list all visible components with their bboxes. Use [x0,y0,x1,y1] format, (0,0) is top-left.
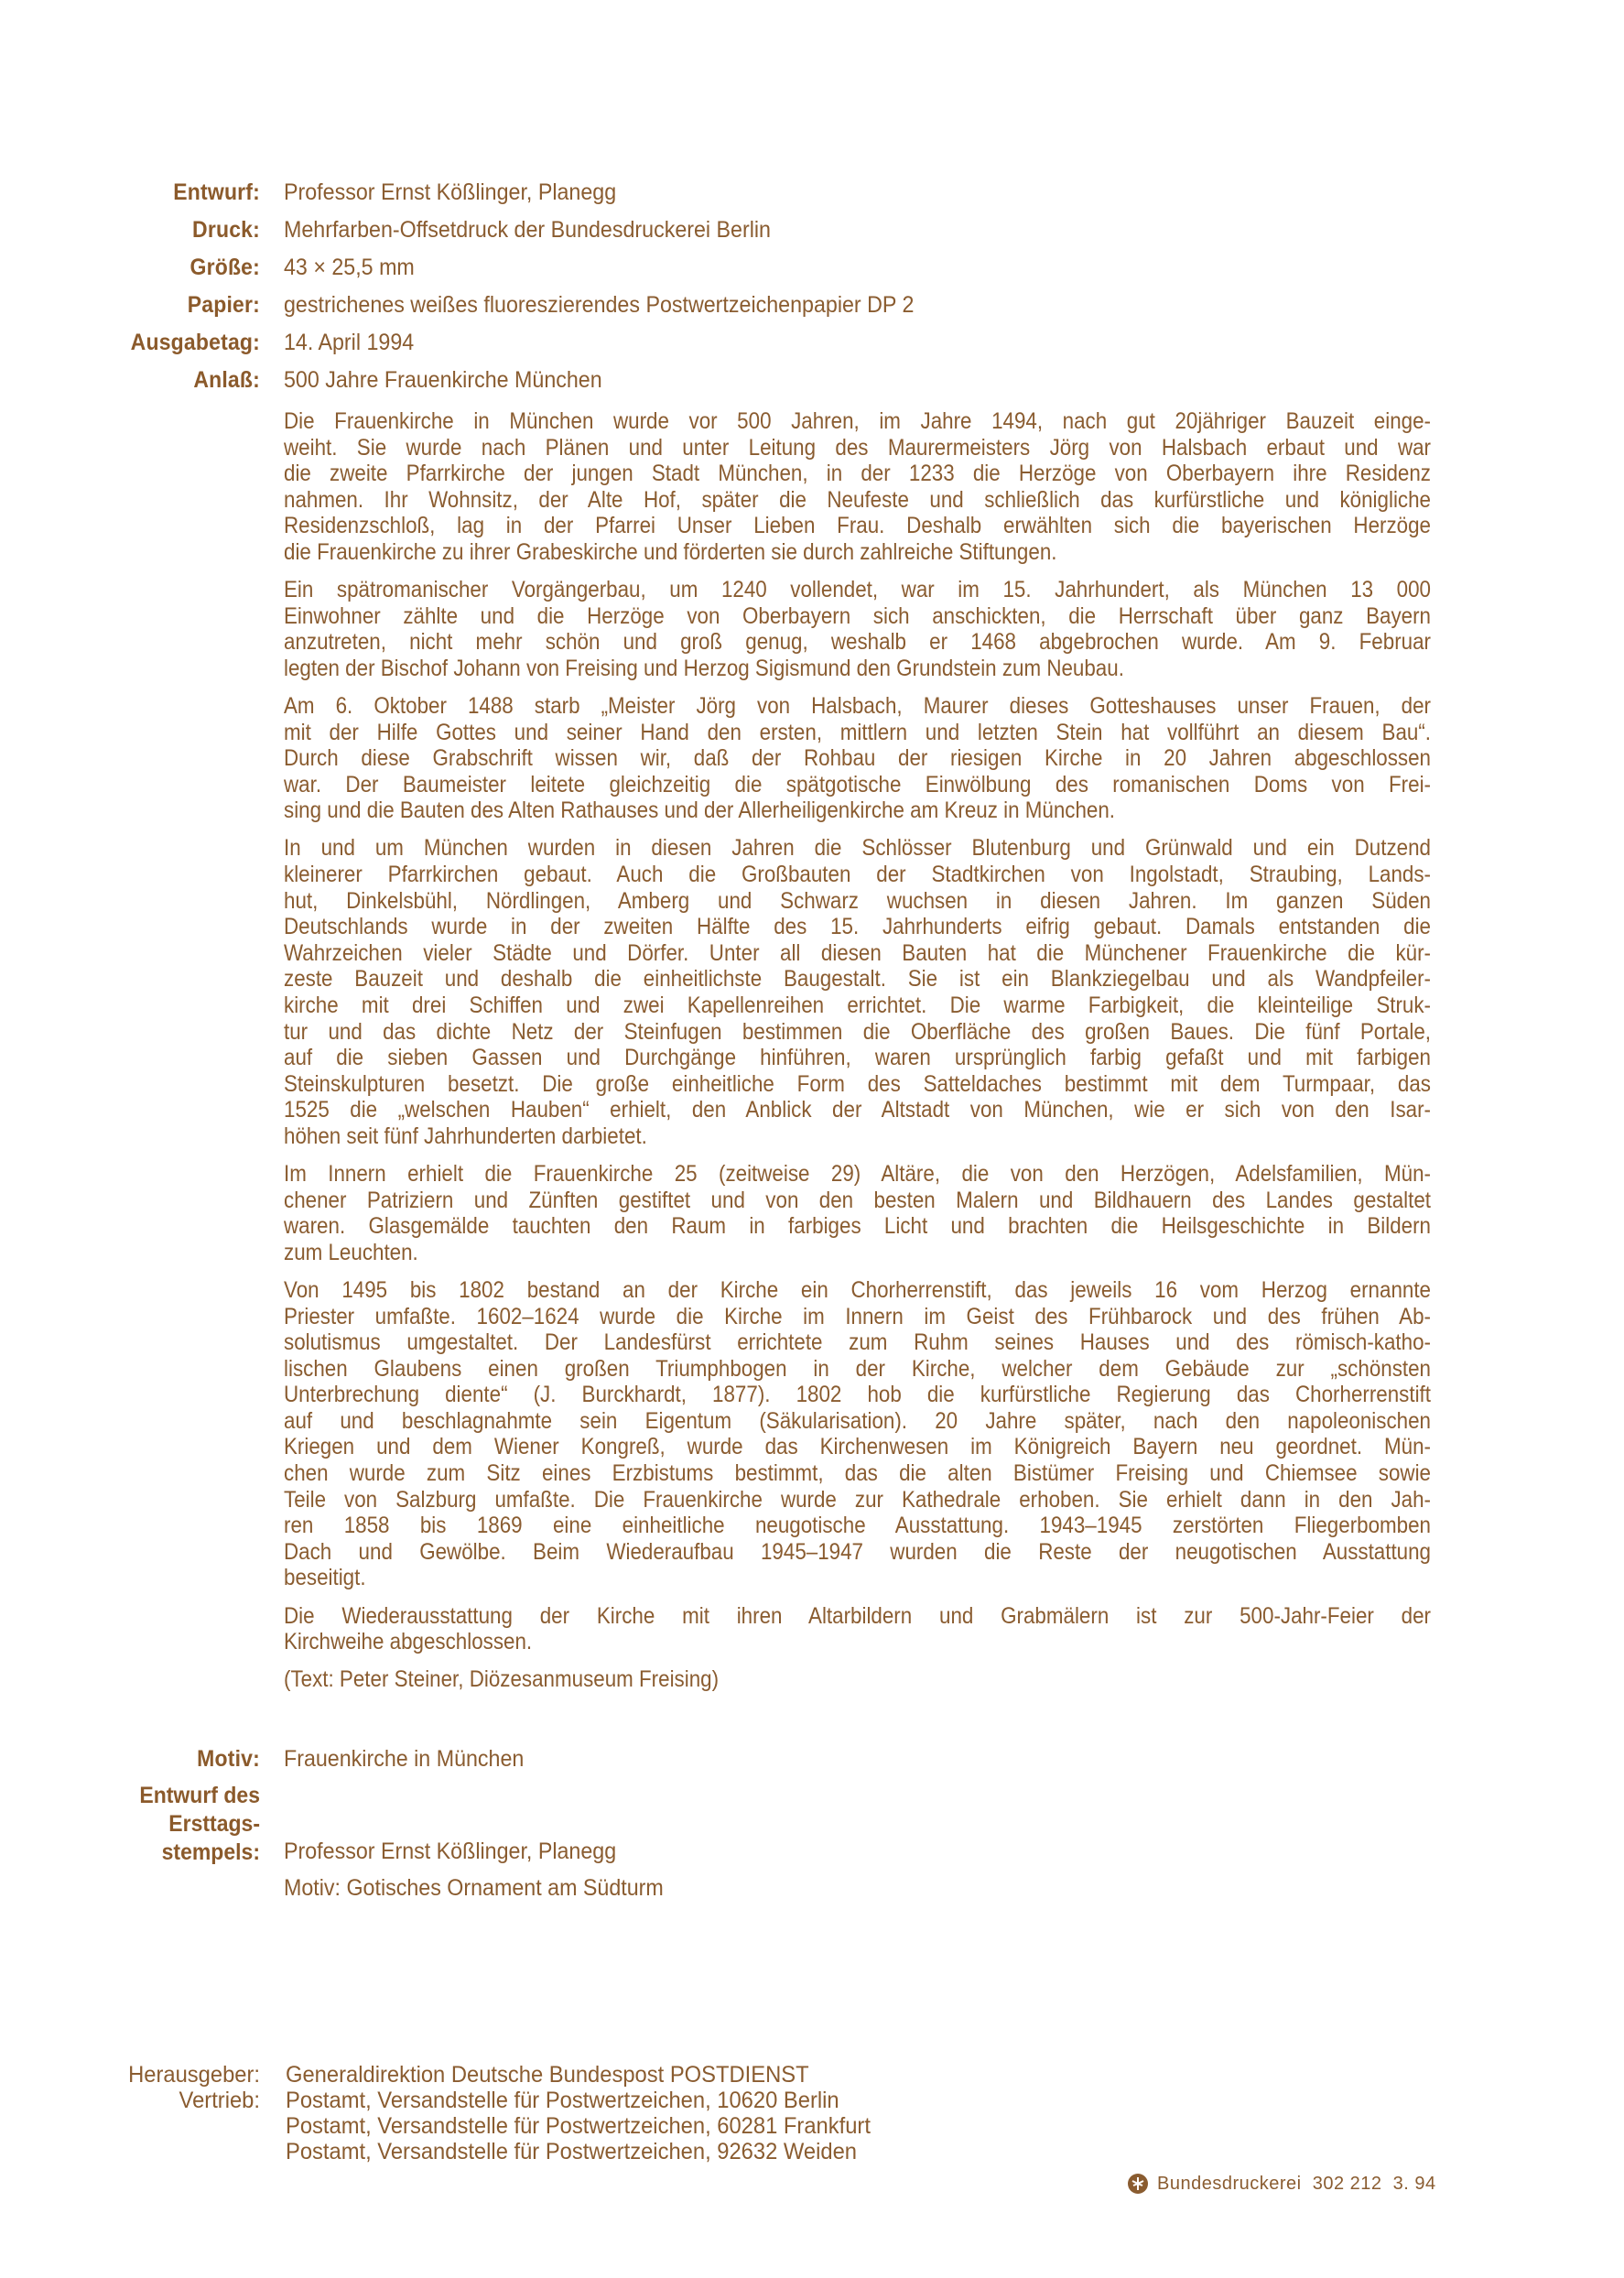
stamp-design-motiv: Motiv: Gotisches Ornament am Südturm [284,1875,664,1901]
body-line: In und um München wurden in diesen Jahren die Schlösser Blutenburg und Grünwald und ein Dutzend [284,835,1431,862]
body-line: Am 6. Oktober 1488 starb „Meister Jörg von Halsbach, Maurer dieses Gotteshauses unser Frauen, der [284,692,1431,719]
body-line: höhen seit fünf Jahrhunderten darbietet. [284,1123,647,1149]
footer-publisher-label: Herausgeber: [128,2062,260,2088]
detail-label: Größe: [189,255,260,280]
body-line: beseitigt. [284,1565,366,1591]
detail-label: Druck: [192,217,260,243]
detail-value: gestrichenes weißes fluoreszierendes Postwertzeichenpapier DP 2 [284,292,915,318]
body-line: auf die sieben Gassen und Durchgänge hinführen, waren ursprünglich farbig gefaßt und mit farbigen [284,1045,1431,1071]
body-line: Einwohner zählte und die Herzöge von Oberbayern sich anschickten, die Herrschaft über ganz Bayern [284,602,1431,629]
body-paragraph [284,408,1431,566]
printer-imprint [1128,2173,1436,2195]
body-line: ren 1858 bis 1869 eine einheitliche neugotische Ausstattung. 1943–1945 zerstörten Fliegerbomben [284,1513,1431,1539]
footer-distribution-line: Postamt, Versandstelle für Postwertzeichen, 10620 Berlin [286,2088,839,2113]
body-line: lischen Glaubens einen großen Triumphbogen in der Kirche, welcher dem Gebäude zur „schönsten [284,1355,1431,1382]
detail-label: Ausgabetag: [130,330,260,355]
body-line: kirche mit drei Schiffen und zwei Kapellenreihen errichtet. Die warme Farbigkeit, die kleinteilige Struk- [284,992,1431,1018]
footer-distribution-label: Vertrieb: [179,2088,260,2113]
body-paragraph [284,835,1431,1149]
imprint-text: Bundesdruckerei 302 212 3. 94 [1157,2174,1436,2194]
body-paragraph [284,1161,1431,1265]
body-line: Kirchweihe abgeschlossen. [284,1629,533,1655]
bundesdruckerei-logo-icon [1128,2174,1148,2194]
body-line: nahmen. Ihr Wohnsitz, der Alte Hof, später die Neufeste und schließlich das kurfürstliche und königliche [284,486,1431,513]
detail-label: Motiv: [197,1746,260,1772]
body-paragraph [284,1666,1431,1693]
detail-label: Papier: [187,292,260,318]
stamp-design-label-line: Entwurf des [139,1783,260,1808]
detail-value: 14. April 1994 [284,330,415,355]
body-line: auf und beschlagnahmte sein Eigentum (Säkularisation). 20 Jahre später, nach den napoleonischen [284,1407,1431,1434]
body-line: anzutreten, nicht mehr schön und groß genug, weshalb er 1468 abgebrochen wurde. Am 9. Februar [284,629,1431,656]
stamp-design-value: Professor Ernst Kößlinger, Planegg [284,1839,617,1864]
detail-label: Anlaß: [193,367,260,393]
detail-label: Entwurf: [173,179,260,205]
detail-value: Professor Ernst Kößlinger, Planegg [284,179,617,205]
body-line: chen wurde zum Sitz eines Erzbistums bestimmt, das die alten Bistümer Freising und Chiemsee sowie [284,1460,1431,1487]
stamp-design-label-line: Ersttags- [168,1811,260,1837]
body-line: Ein spätromanischer Vorgängerbau, um 1240 vollendet, war im 15. Jahrhundert, als München 13 000 [284,577,1431,603]
body-line: kleinerer Pfarrkirchen gebaut. Auch die Großbauten der Stadtkirchen von Ingolstadt, Straubing, Lands- [284,862,1431,887]
stamp-design-label [7,1782,260,1867]
body-line: Durch diese Grabschrift wissen wir, daß der Rohbau der riesigen Kirche in 20 Jahren abgeschlossen [284,745,1431,772]
body-line: (Text: Peter Steiner, Diözesanmuseum Freising) [284,1666,720,1693]
body-line: Deutschlands wurde in der zweiten Hälfte des 15. Jahrhunderts eifrig gebaut. Damals entstanden die [284,914,1431,940]
body-line: Kriegen und dem Wiener Kongreß, wurde das Kirchenwesen im Königreich Bayern neu geordnet. Mün- [284,1434,1431,1460]
body-line: Residenzschloß, lag in der Pfarrei Unser Lieben Frau. Deshalb erwählten sich die bayerischen Herzöge [284,513,1431,539]
body-paragraph [284,1603,1431,1655]
footer-publisher-value: Generaldirektion Deutsche Bundespost POSTDIENST [286,2062,809,2088]
body-line: Teile von Salzburg umfaßte. Die Frauenkirche wurde zur Kathedrale erhoben. Sie erhielt dann in den Jah- [284,1486,1431,1513]
body-line: Die Frauenkirche in München wurde vor 500 Jahren, im Jahre 1494, nach gut 20jähriger Bauzeit einge- [284,408,1431,434]
body-line: Priester umfaßte. 1602–1624 wurde die Kirche im Innern im Geist des Frühbarock und des frühen Ab- [284,1303,1431,1329]
body-line: legten der Bischof Johann von Freising und Herzog Sigismund den Grundstein zum Neubau. [284,655,1124,681]
body-paragraph [284,1277,1431,1591]
body-line: die zweite Pfarrkirche der jungen Stadt München, in der 1233 die Herzöge von Oberbayern ihre Residenz [284,461,1431,487]
body-line: Unterbrechung diente“ (J. Burckhardt, 1877). 1802 hob die kurfürstliche Regierung das Chorherrenstift [284,1382,1431,1408]
body-line: mit der Hilfe Gottes und seiner Hand den ersten, mittlern und letzten Stein hat vollführt an diesem Bau“. [284,719,1431,745]
detail-value: 43 × 25,5 mm [284,255,415,280]
body-line: zum Leuchten. [284,1239,418,1265]
detail-value: 500 Jahre Frauenkirche München [284,367,602,393]
body-line: Wahrzeichen vieler Städte und Dörfer. Unter all diesen Bauten hat die Münchener Frauenkirche die kür- [284,939,1431,966]
detail-value: Mehrfarben-Offsetdruck der Bundesdruckerei Berlin [284,217,772,243]
body-line: war. Der Baumeister leitete gleichzeitig die spätgotische Einwölbung des romanischen Doms von Frei- [284,771,1431,797]
body-text [284,408,1431,1704]
body-line: waren. Glasgemälde tauchten den Raum in farbiges Licht und brachten die Heilsgeschichte in Bildern [284,1213,1431,1240]
detail-value: Frauenkirche in München [284,1746,525,1772]
body-line: 1525 die „welschen Hauben“ erhielt, den Anblick der Altstadt von München, wie er sich von den Isar- [284,1097,1431,1123]
body-line: chener Patriziern und Zünften gestiftet und von den besten Malern und Bildhauern des Landes gestaltet [284,1187,1431,1213]
body-line: sing und die Bauten des Alten Rathauses und der Allerheiligenkirche am Kreuz in München. [284,797,1116,824]
body-line: die Frauenkirche zu ihrer Grabeskirche und förderten sie durch zahlreiche Stiftungen. [284,538,1057,565]
body-paragraph [284,577,1431,681]
footer-distribution-line: Postamt, Versandstelle für Postwertzeichen, 60281 Frankfurt [286,2113,871,2139]
footer-distribution-line: Postamt, Versandstelle für Postwertzeichen, 92632 Weiden [286,2139,858,2164]
body-line: Von 1495 bis 1802 bestand an der Kirche ein Chorherrenstift, das jeweils 16 vom Herzog ernannte [284,1276,1431,1303]
body-paragraph [284,693,1431,824]
body-line: Im Innern erhielt die Frauenkirche 25 (zeitweise 29) Altäre, die von den Herzögen, Adelsfamilien, Mün- [284,1161,1431,1188]
body-line: zeste Bauzeit und deshalb die einheitlichste Baugestalt. Sie ist ein Blankziegelbau und als Wandpfeiler- [284,966,1431,993]
body-line: tur und das dichte Netz der Steinfugen bestimmen die Oberfläche des großen Baues. Die fünf Portale, [284,1018,1431,1045]
body-line: weiht. Sie wurde nach Plänen und unter Leitung des Maurermeisters Jörg von Halsbach erbaut und war [284,434,1431,461]
body-line: Die Wiederausstattung der Kirche mit ihren Altarbildern und Grabmälern ist zur 500-Jahr-Feier der [284,1602,1431,1629]
body-line: Dach und Gewölbe. Beim Wiederaufbau 1945–1947 wurden die Reste der neugotischen Ausstattung [284,1538,1431,1565]
stamp-design-label-line: stempels: [161,1839,260,1865]
body-line: solutismus umgestaltet. Der Landesfürst errichtete zum Ruhm seines Hauses und des römisch-katho- [284,1329,1431,1356]
body-line: hut, Dinkelsbühl, Nördlingen, Amberg und Schwarz wuchsen in diesen Jahren. Im ganzen Süden [284,887,1431,914]
body-line: Steinskulpturen besetzt. Die große einheitliche Form des Satteldaches bestimmt mit dem Turmpaar, das [284,1070,1431,1097]
